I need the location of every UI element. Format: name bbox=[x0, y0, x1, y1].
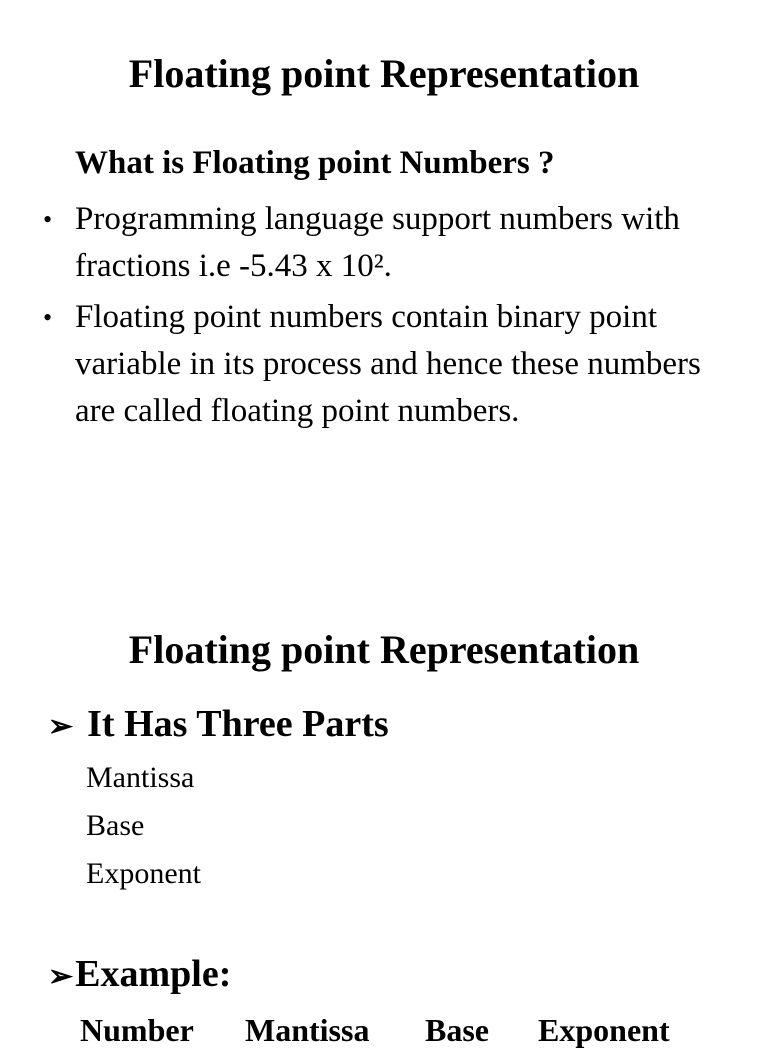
slide-1-title: Floating point Representation bbox=[128, 51, 640, 96]
header-mantissa: Mantissa bbox=[245, 1012, 370, 1048]
arrow-bullet-icon: ➢ bbox=[48, 960, 74, 993]
parts-heading bbox=[48, 700, 389, 751]
bullet-text: Floating point numbers contain binary point variable in its process and hence these numbers are called floating point numbers. bbox=[75, 299, 701, 429]
header-number: Number bbox=[80, 1012, 194, 1048]
parts-heading-text: It Has Three Parts bbox=[87, 703, 389, 745]
part-item: Base bbox=[86, 809, 145, 842]
bullet-icon: • bbox=[43, 303, 53, 332]
part-item: Mantissa bbox=[86, 761, 195, 794]
arrow-bullet-icon: ➢ bbox=[48, 710, 74, 743]
bullet-icon: • bbox=[43, 205, 53, 234]
parts-list bbox=[86, 754, 201, 898]
bullet-item bbox=[43, 196, 725, 290]
example-heading-text: Example: bbox=[75, 953, 232, 995]
bullet-text: Programming language support numbers with fractions i.e -5.43 x 10². bbox=[75, 201, 680, 284]
part-item: Exponent bbox=[86, 857, 201, 890]
header-base: Base bbox=[425, 1012, 489, 1048]
bullet-item bbox=[43, 294, 725, 435]
example-heading bbox=[48, 950, 231, 1001]
slide-2 bbox=[0, 600, 768, 1048]
question-heading: What is Floating point Numbers ? bbox=[75, 145, 555, 181]
header-exponent: Exponent bbox=[538, 1012, 670, 1048]
slide-2-title: Floating point Representation bbox=[128, 627, 640, 672]
